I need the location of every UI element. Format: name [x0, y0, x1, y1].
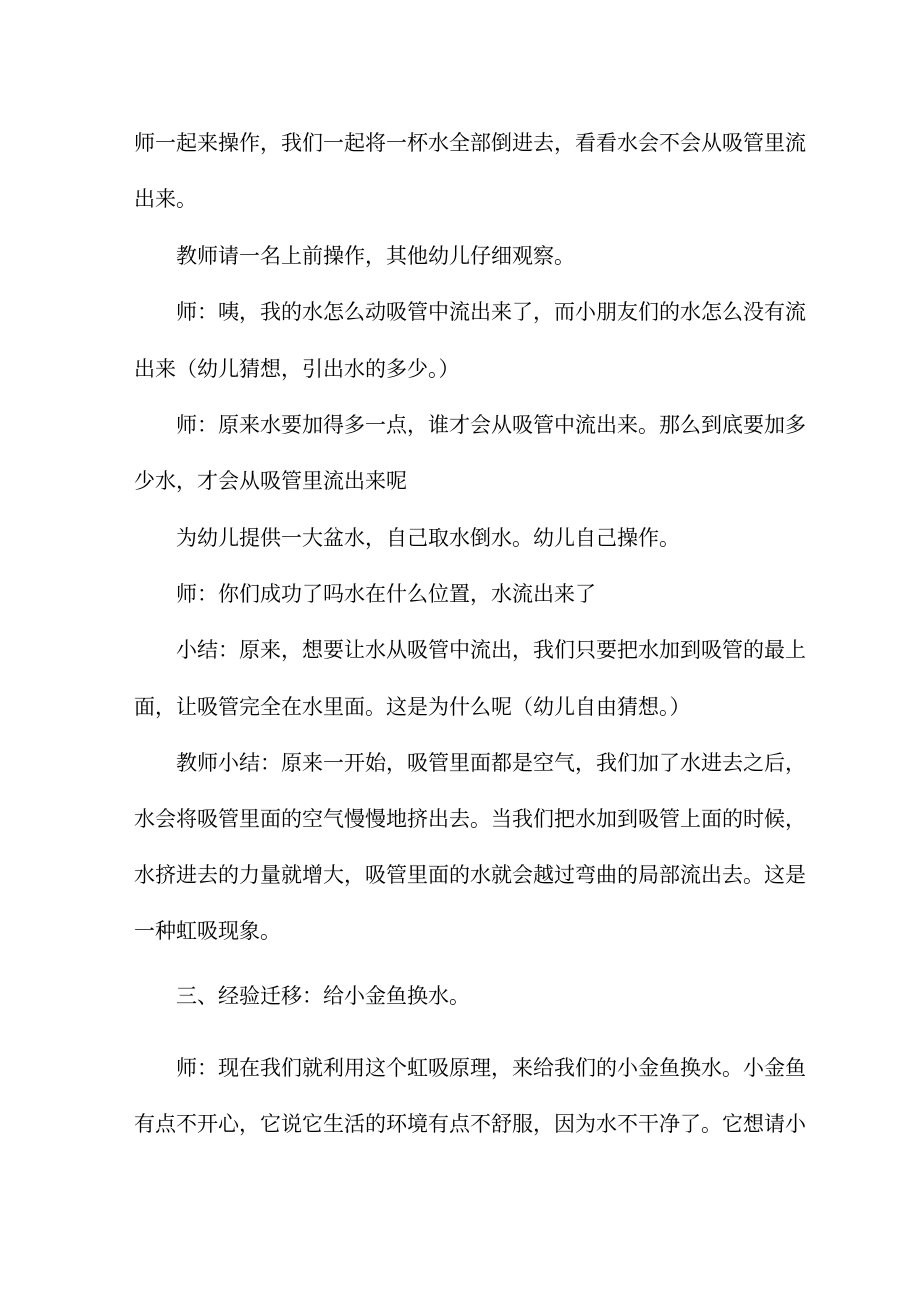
- text-line-13-content: 水会将吸管里面的空气慢慢地挤出去。当我们把水加到吸管上面的时候，: [134, 807, 806, 831]
- text-line-18: [0, 1107, 920, 1141]
- text-line-8: [0, 521, 920, 555]
- text-line-7: [0, 464, 920, 498]
- text-line-7-content: 少水，才会从吸管里流出来呢: [134, 469, 407, 493]
- text-line-17: [0, 1051, 920, 1085]
- text-line-8-content: 为幼儿提供一大盆水，自己取水倒水。幼儿自己操作。: [176, 526, 680, 550]
- text-line-15: [0, 914, 920, 948]
- text-line-18-content: 有点不开心，它说它生活的环境有点不舒服，因为水不干净了。它想请小: [134, 1112, 806, 1136]
- text-line-9-content: 师：你们成功了吗水在什么位置，水流出来了: [176, 582, 596, 606]
- text-line-5: [0, 352, 920, 386]
- text-line-6-content: 师：原来水要加得多一点，谁才会从吸管中流出来。那么到底要加多: [176, 413, 806, 437]
- text-line-2: [0, 182, 920, 216]
- text-line-5-content: 出来（幼儿猜想，引出水的多少。）: [134, 357, 460, 381]
- text-line-16: [0, 979, 920, 1013]
- text-line-16-content: 三、经验迁移：给小金鱼换水。: [176, 984, 470, 1008]
- text-line-10-content: 小结：原来，想要让水从吸管中流出，我们只要把水加到吸管的最上: [176, 638, 806, 662]
- text-line-4: [0, 295, 920, 329]
- text-line-3-content: 教师请一名上前操作，其他幼儿仔细观察。: [176, 244, 575, 268]
- text-line-9: [0, 577, 920, 611]
- text-line-1-content: 师一起来操作，我们一起将一杯水全部倒进去，看看水会不会从吸管里流: [134, 131, 806, 155]
- text-line-14-content: 水挤进去的力量就增大，吸管里面的水就会越过弯曲的局部流出去。这是: [134, 863, 806, 887]
- text-line-6: [0, 408, 920, 442]
- text-line-17-content: 师：现在我们就利用这个虹吸原理，来给我们的小金鱼换水。小金鱼: [176, 1056, 806, 1080]
- text-line-12-content: 教师小结：原来一开始，吸管里面都是空气，我们加了水进去之后，: [176, 751, 806, 775]
- text-line-4-content: 师：咦，我的水怎么动吸管中流出来了，而小朋友们的水怎么没有流: [176, 300, 806, 324]
- text-line-13: [0, 802, 920, 836]
- text-line-3: [0, 239, 920, 273]
- text-line-10: [0, 633, 920, 667]
- text-line-12: [0, 746, 920, 780]
- text-line-15-content: 一种虹吸现象。: [134, 919, 281, 943]
- text-line-11-content: 面，让吸管完全在水里面。这是为什么呢（幼儿自由猜想。）: [134, 695, 691, 719]
- text-line-14: [0, 858, 920, 892]
- text-line-2-content: 出来。: [134, 187, 197, 211]
- text-line-1: [0, 126, 920, 160]
- text-line-11: [0, 690, 920, 724]
